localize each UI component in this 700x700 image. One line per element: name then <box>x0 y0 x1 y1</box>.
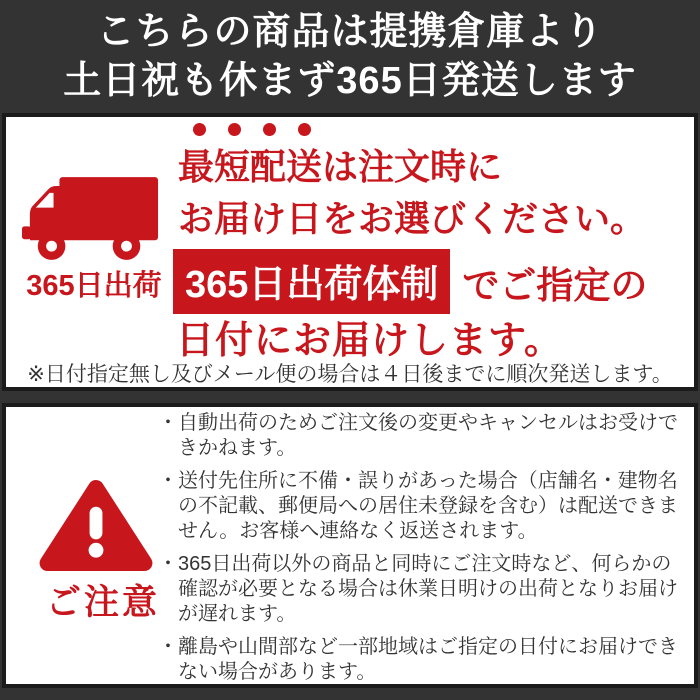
emphasis-dot-icon <box>263 123 276 136</box>
emphasis-dot-icon <box>298 123 311 136</box>
caution-item-text: 自動出荷のためご注文後の変更やキャンセルはお受けできかねます。 <box>178 412 678 459</box>
warning-triangle-icon <box>36 477 158 573</box>
bullet-icon: ・ <box>158 553 178 575</box>
shipping-headline-line-4: 日付にお届けします。 <box>176 320 563 362</box>
bullet-icon: ・ <box>158 636 178 658</box>
caution-item <box>158 411 684 461</box>
shipping-headline-line-1: 最短配送は注文時に <box>178 146 503 187</box>
shipping-headline-line-3: でご指定の <box>462 264 648 306</box>
header-line-2: 土日祝も休まず365日発送します <box>63 59 637 102</box>
emphasis-dot-icon <box>193 123 206 136</box>
header-banner <box>0 0 700 113</box>
365-days-badge: 365日出荷体制 <box>173 249 450 314</box>
emphasis-dots-icon <box>193 123 311 136</box>
shipping-panel <box>2 113 698 391</box>
delivery-truck-icon <box>22 177 162 267</box>
header-line-1: こちらの商品は提携倉庫より <box>96 10 604 53</box>
bullet-icon: ・ <box>158 412 178 434</box>
caution-list <box>158 411 684 693</box>
emphasis-dot-icon <box>228 123 241 136</box>
caution-item-text: 離島や山間部など一部地域はご指定の日付にお届けできない場合があります。 <box>178 636 678 683</box>
caution-item <box>158 469 684 544</box>
caution-item <box>158 635 684 685</box>
caution-panel <box>2 403 698 688</box>
caution-item <box>158 552 684 627</box>
shipping-badge-row <box>173 249 647 314</box>
shipping-footnote: ※日付指定無し及びメール便の場合は４日後までに順次発送します。 <box>27 363 673 386</box>
bullet-icon: ・ <box>158 470 178 492</box>
caution-item-text: 送付先住所に不備・誤りがあった場合（店舗名・建物名の不記載、郵便局への居住未登録を含む）は配送できません。お客様へ連絡なく返送されます。 <box>178 470 678 542</box>
shipping-headline-line-2: お届け日をお選びください。 <box>178 198 647 239</box>
truck-caption: 365日出荷 <box>26 270 162 302</box>
caution-caption: ご注意 <box>45 583 160 622</box>
caution-item-text: 365日出荷以外の商品と同時にご注文時など、何らかの確認が必要となる場合は休業日明けの出荷となりお届けが遅れます。 <box>178 553 678 625</box>
